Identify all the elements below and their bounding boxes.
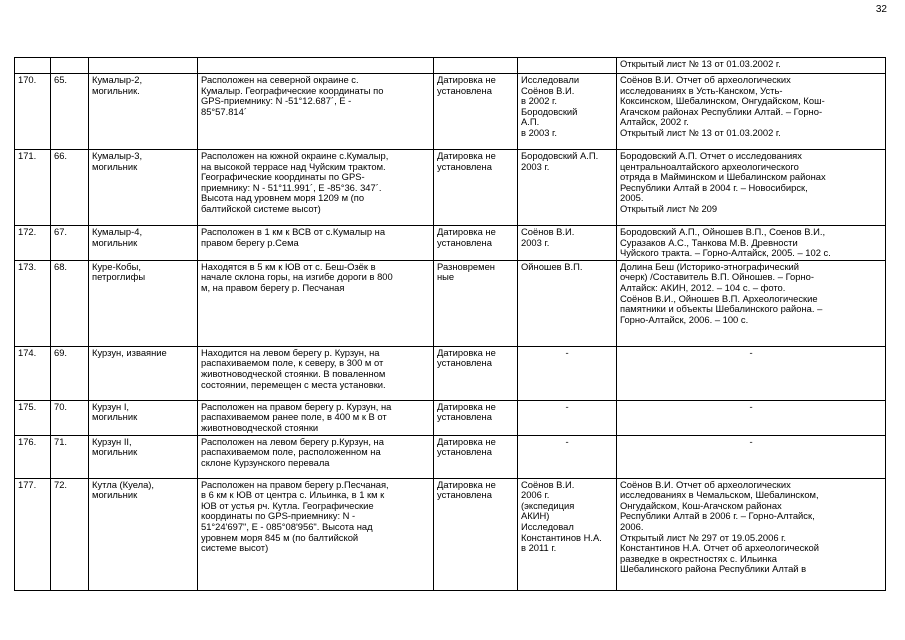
row-number-cell (15, 58, 51, 74)
cell-text-line: исследованиях в Чемальском, Шебалинском, (620, 489, 819, 501)
cell-text-line: Ойношев В.П. (521, 260, 583, 272)
monument-name-cell (89, 74, 198, 150)
cell-text-line: Открытый лист № 209 (620, 202, 718, 214)
cell-text-line: Датировка не (437, 74, 496, 85)
cell-text-line: состоянии, перемещен с места установки. (201, 378, 386, 390)
cell-text-line: правом берегу р.Сема (201, 236, 299, 248)
cell-text-line: Датировка не (437, 435, 496, 447)
cell-text-line: Соёнов В.И. (521, 478, 575, 490)
cell-text-line: координаты по GPS-приемнику: N - (201, 510, 356, 522)
monument-name-cell (89, 226, 198, 261)
cell-text-line: 2006. (620, 520, 644, 532)
cell-text-line: ные (437, 271, 455, 283)
monument-name-cell (89, 58, 198, 74)
dating-cell (434, 58, 518, 74)
location-cell (198, 74, 434, 150)
cell-text-line: Соёнов В.И., Ойношев В.П. Археологические (620, 292, 818, 304)
table-row (15, 74, 886, 150)
cell-text-line: Курзун I, (92, 400, 130, 412)
table-row (15, 400, 886, 435)
cell-text-line: Высота над уровнем моря 1209 м (по (201, 192, 365, 204)
location-cell (198, 226, 434, 261)
cell-text-line: Исследовали (521, 74, 580, 85)
cell-text-line: на высокой террасе над Чуйским трактом. (201, 160, 386, 172)
cell-text-line: 2005. (620, 192, 644, 204)
cell-text-line: Долина Беш (Историко-этнографический (620, 260, 800, 272)
researchers-cell (518, 400, 617, 435)
cell-text-line: 2003 г. (521, 236, 550, 248)
row-subnumber-cell: 68. (51, 260, 89, 346)
cell-text-line: Бородовский А.П., Ойношев В.П., Соенов В.И., (620, 226, 826, 237)
researchers-cell (518, 435, 617, 478)
cell-text-line: распахиваемом поле, к северу, в 300 м от (201, 357, 384, 369)
cell-text-line: Алтайск: АКИН, 2012. – 104 с. – фото. (620, 281, 786, 293)
cell-text-line: - (749, 400, 753, 412)
cell-text-line: Разновремен (437, 260, 495, 272)
cell-text-line: петроглифы (92, 271, 146, 283)
literature-cell (617, 435, 886, 478)
location-cell (198, 478, 434, 590)
cell-text-line: Расположен в 1 км к ВСВ от с.Кумалыр на (201, 226, 386, 237)
cell-text-line: в 2002 г. (521, 95, 557, 107)
row-subnumber-cell: 70. (51, 400, 89, 435)
table-row (15, 58, 886, 74)
row-number-cell: 177. (15, 478, 51, 590)
table-row (15, 435, 886, 478)
cell-text-line: Горно-Алтайск, 2006. – 100 с. (620, 313, 749, 325)
cell-text-line: распахиваемом ранее поле, в 400 м к В от (201, 411, 387, 423)
row-number-cell: 175. (15, 400, 51, 435)
researchers-cell (518, 478, 617, 590)
researchers-cell (518, 260, 617, 346)
cell-text-line: Бородовский А.П. Отчет о исследованиях (620, 150, 802, 161)
dating-cell (434, 150, 518, 226)
cell-text-line: А.П. (521, 116, 540, 128)
cell-text-line: Кумалыр-4, (92, 226, 143, 237)
cell-text-line: Расположен на южной окраине с.Кумалыр, (201, 150, 389, 161)
row-number-cell: 174. (15, 346, 51, 400)
cell-text-line: Соёнов В.И. (521, 84, 575, 96)
cell-text-line: Датировка не (437, 478, 496, 490)
cell-text-line: могильник (92, 236, 138, 248)
cell-text-line: м, на правом берегу р. Песчаная (201, 281, 345, 293)
cell-text-line: установлена (437, 489, 492, 501)
cell-text-line: Соёнов В.И. (521, 226, 575, 237)
cell-text-line: Кумалыр. Географические координаты по (201, 84, 384, 96)
cell-text-line: Агачском районах Республики Алтай. – Горно- (620, 105, 823, 117)
cell-text-line: склоне Курзунского перевала (201, 456, 330, 468)
cell-text-line: Суразаков А.С., Танкова М.В. Древности (620, 236, 798, 248)
cell-text-line: распахиваемом поле, расположенном на (201, 446, 381, 458)
cell-text-line: - (749, 346, 753, 358)
row-subnumber-cell: 71. (51, 435, 89, 478)
cell-text-line: Датировка не (437, 226, 496, 237)
monument-name-cell (89, 346, 198, 400)
cell-text-line: центральноалтайского археологического (620, 160, 799, 172)
table-body (15, 58, 886, 591)
cell-text-line: (экспедиция (521, 499, 575, 511)
monument-name-cell (89, 400, 198, 435)
cell-text-line: Находятся в 5 км к ЮВ от с. Беш-Озёк в (201, 260, 376, 272)
cell-text-line: исследованиях в Усть-Канском, Усть- (620, 84, 783, 96)
cell-text-line: установлена (437, 84, 492, 96)
cell-text-line: - (565, 400, 569, 412)
literature-cell (617, 150, 886, 226)
cell-text-line: Куре-Кобы, (92, 260, 141, 272)
cell-text-line: Бородовский (521, 105, 578, 117)
row-subnumber-cell: 66. (51, 150, 89, 226)
cell-text-line: Чуйского тракта. – Горно-Алтайск, 2005. – 102 с. (620, 247, 831, 259)
dating-cell (434, 74, 518, 150)
cell-text-line: Соёнов В.И. Отчет об археологических (620, 74, 791, 85)
cell-text-line: Географические координаты по GPS- (201, 171, 365, 183)
cell-text-line: - (565, 346, 569, 358)
cell-text-line: 51°24'697", E - 085°08'956". Высота над (201, 520, 373, 532)
cell-text-line: Республики Алтай в 2004 г. – Новосибирск, (620, 181, 808, 193)
monument-name-cell (89, 478, 198, 590)
cell-text-line: животноводческой стоянки. В поваленном (201, 367, 386, 379)
location-cell (198, 260, 434, 346)
cell-text-line: Датировка не (437, 346, 496, 358)
cell-text-line: могильник (92, 489, 138, 501)
cell-text-line: Открытый лист № 297 от 19.05.2006 г. (620, 531, 787, 543)
cell-text-line: - (749, 435, 753, 447)
cell-text-line: Онгудайском, Кош-Агачском районах (620, 499, 782, 511)
cell-text-line: Открытый лист № 13 от 01.03.2002 г. (620, 126, 781, 138)
cell-text-line: могильник (92, 446, 138, 458)
cell-text-line: 2006 г. (521, 489, 550, 501)
dating-cell (434, 400, 518, 435)
cell-text-line: разведке в окрестностях с. Ильинка (620, 552, 777, 564)
cell-text-line: Соёнов В.И. Отчет об археологических (620, 478, 791, 490)
cell-text-line: Открытый лист № 13 от 01.03.2002 г. (620, 58, 781, 69)
cell-text-line: Бородовский А.П. (521, 150, 599, 161)
dating-cell (434, 478, 518, 590)
location-cell (198, 150, 434, 226)
cell-text-line: Константинов Н.А. Отчет об археологической (620, 542, 819, 554)
cell-text-line: памятники и объекты Шебалинского района. – (620, 303, 823, 315)
cell-text-line: животноводческой стоянки (201, 421, 319, 433)
cell-text-line: могильник (92, 411, 138, 423)
cell-text-line: установлена (437, 236, 492, 248)
cell-text-line: установлена (437, 411, 492, 423)
dating-cell (434, 346, 518, 400)
cell-text-line: установлена (437, 446, 492, 458)
cell-text-line: Курзун, изваяние (92, 346, 167, 358)
cell-text-line: Шебалинского района Республики Алтай в (620, 563, 807, 575)
dating-cell (434, 260, 518, 346)
cell-text-line: в 2011 г. (521, 542, 557, 554)
cell-text-line: Константинов Н.А. (521, 531, 602, 543)
cell-text-line: GPS-приемнику: N -51°12.687´, E - (201, 95, 352, 107)
cell-text-line: установлена (437, 357, 492, 369)
monument-name-cell (89, 435, 198, 478)
monuments-table (14, 57, 886, 591)
literature-cell (617, 58, 886, 74)
row-subnumber-cell (51, 58, 89, 74)
cell-text-line: Кумалыр-2, (92, 74, 143, 85)
row-number-cell: 172. (15, 226, 51, 261)
cell-text-line: Расположен на правом берегу р. Курзун, на (201, 400, 392, 412)
row-number-cell: 176. (15, 435, 51, 478)
row-subnumber-cell: 65. (51, 74, 89, 150)
cell-text-line: системе высот) (201, 542, 269, 554)
row-subnumber-cell: 72. (51, 478, 89, 590)
cell-text-line: ЮВ от устья рч. Кутла. Географические (201, 499, 374, 511)
cell-text-line: отряда в Майминском и Шебалинском районах (620, 171, 826, 183)
table-row (15, 150, 886, 226)
cell-text-line: Датировка не (437, 400, 496, 412)
cell-text-line: Расположен на северной окраине с. (201, 74, 359, 85)
row-number-cell: 173. (15, 260, 51, 346)
row-subnumber-cell: 69. (51, 346, 89, 400)
monument-name-cell (89, 260, 198, 346)
location-cell (198, 435, 434, 478)
cell-text-line: Республики Алтай в 2006 г. – Горно-Алтайск, (620, 510, 815, 522)
location-cell (198, 400, 434, 435)
page-number: 32 (875, 4, 887, 15)
row-number-cell: 170. (15, 74, 51, 150)
table-row (15, 226, 886, 261)
row-subnumber-cell: 67. (51, 226, 89, 261)
cell-text-line: в 6 км к ЮВ от центра с. Ильинка, в 1 км к (201, 489, 385, 501)
cell-text-line: очерк) /Составитель В.П. Ойношев. – Горно- (620, 271, 814, 283)
cell-text-line: уровнем моря 845 м (по балтийской (201, 531, 359, 543)
cell-text-line: Кутла (Куела), (92, 478, 155, 490)
cell-text-line: в 2003 г. (521, 126, 557, 138)
literature-cell (617, 478, 886, 590)
monument-name-cell (89, 150, 198, 226)
cell-text-line: Находится на левом берегу р. Курзун, на (201, 346, 380, 358)
researchers-cell (518, 346, 617, 400)
table-row (15, 478, 886, 590)
researchers-cell (518, 58, 617, 74)
cell-text-line: приемнику: N - 51°11.991´, E -85°36. 347´. (201, 181, 382, 193)
dating-cell (434, 435, 518, 478)
location-cell (198, 58, 434, 74)
researchers-cell (518, 74, 617, 150)
dating-cell (434, 226, 518, 261)
cell-text-line: Алтайск, 2002 г. (620, 116, 689, 128)
location-cell (198, 346, 434, 400)
cell-text-line: Расположен на правом берегу р.Песчаная, (201, 478, 389, 490)
cell-text-line: АКИН) (521, 510, 550, 522)
row-number-cell: 171. (15, 150, 51, 226)
researchers-cell (518, 226, 617, 261)
literature-cell (617, 74, 886, 150)
cell-text-line: 85°57.814´ (201, 105, 247, 117)
table-row (15, 260, 886, 346)
table-row (15, 346, 886, 400)
cell-text-line: Расположен на левом берегу р.Курзун, на (201, 435, 384, 447)
literature-cell (617, 260, 886, 346)
cell-text-line: могильник (92, 160, 138, 172)
cell-text-line: балтийской системе высот) (201, 202, 321, 214)
cell-text-line: Коксинском, Шебалинском, Онгудайском, Кош- (620, 95, 825, 107)
cell-text-line: Кумалыр-3, (92, 150, 143, 161)
cell-text-line: - (565, 435, 569, 447)
cell-text-line: Датировка не (437, 150, 496, 161)
cell-text-line: начале склона горы, на изгибе дороги в 800 (201, 271, 393, 283)
cell-text-line: Исследовал (521, 520, 574, 532)
literature-cell (617, 346, 886, 400)
cell-text-line: установлена (437, 160, 492, 172)
cell-text-line: 2003 г. (521, 160, 550, 172)
researchers-cell (518, 150, 617, 226)
cell-text-line: могильник. (92, 84, 140, 96)
cell-text-line: Курзун II, (92, 435, 132, 447)
literature-cell (617, 226, 886, 261)
literature-cell (617, 400, 886, 435)
